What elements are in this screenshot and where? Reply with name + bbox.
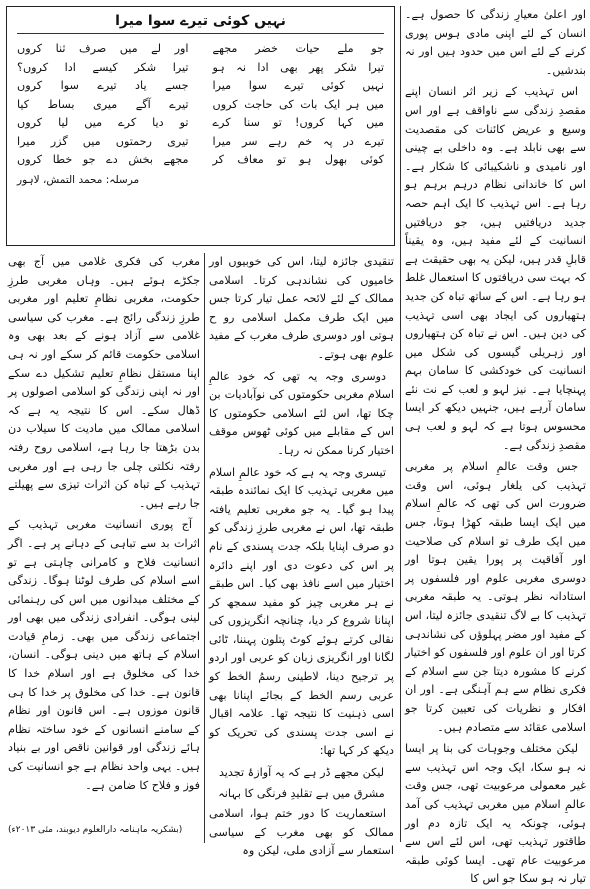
- verse: تیرا شکر پھر بھی ادا نہ ہو تیرا شکر کیسے ادا کروں؟: [17, 60, 384, 74]
- quote-line: مشرق میں ہے تقلیدِ فرنگی کا بہانہ: [218, 786, 385, 800]
- source-note: (بشکریہ ماہنامہ دارالعلوم دیوبند، مئی ۲۰۱۳ء): [8, 825, 183, 835]
- quote-line: لیکن مجھے ڈر ہے کہ یہ آوازۂ تجدید: [218, 766, 385, 780]
- verse: میں ہر ایک بات کی حاجت کروں تیرے آگے میری بساط کیا: [17, 97, 384, 111]
- paragraph: لیکن مختلف وجوہات کی بنا پر ایسا نہ ہو سکا، ایک وجہ اس تہذیب سے غیر معمولی مرعوبیت تھی، جس وقت عالمِ اسلام میں مغربی تہذیب کی آمد ہوئی، چونکہ یہ ایک تازہ دم اور طاقتور تہذیب تھی، اس لئے اس سے مرعوبیت عام تھی۔ ایسا کوئی طبقہ تیار نہ ہو سکا جو اس کا: [405, 742, 586, 886]
- verse: تیرے در پہ خم رہے سر میرا تیری رحمتوں میں گزر میرا: [17, 134, 384, 148]
- article-column-middle: [209, 253, 394, 858]
- paragraph: دوسری وجہ یہ تھی کہ خود عالمِ اسلام مغربی حکومتوں کی نوآبادیات بن چکا تھا، اس لئے اسلامی حکومتوں کا اس کے مقابلے میں کوئی ٹھوس موقف اختیار کرنا ممکن نہ رہا۔: [209, 369, 394, 457]
- paragraph: آج پوری انسانیت مغربی تہذیب کے اثرات بد سے تباہی کے دہانے پر ہے۔ اگر انسانیت فلاح و کامرانی چاہتی ہے تو اسے اسلام کی طرف لوٹنا ہوگا۔ زندگی کے مختلف میدانوں میں اس کی رہنمائی لینی ہوگی۔ انفرادی زندگی میں بھی اور اجتماعی زندگی میں بھی۔ زمامِ قیادت اسلام کے ہاتھ میں دینی ہوگی۔ انسان، خدا کی مخلوق ہے اور اسلام خدا کا قانون ہے۔ خدا کی مخلوق پر خدا کا ہی قانون موزوں ہے۔ اس قانون اور نظام کے سامنے انسانوں کے خود ساختہ نظام ہائے زندگی اور قوانین ناقص اور بے بنیاد ہیں۔ یہی واحد نظام ہے جو انسانیت کی فوز و فلاح کا ضامن ہے۔: [8, 518, 200, 792]
- poem-title: نہیں کوئی تیرے سوا میرا: [17, 13, 384, 34]
- paragraph: اور اعلیٰ معیارِ زندگی کا حصول ہے۔ انسان کے لئے اپنی مادی ہوس پوری کرنے کے لئے اس میں حدود ہیں اور نہ بندشیں۔: [405, 8, 586, 77]
- verse: جو ملے حیات خضر مجھے اور لے میں صرف ثنا کروں: [17, 42, 384, 55]
- paragraph: تنقیدی جائزہ لیتا، اس کی خوبیوں اور خامیوں کی نشاندہی کرتا۔ اسلامی ممالک کے لئے لائحہ عمل تیار کرتا جس میں ایک طرف مکمل اسلامی رو ح ہوتی اور دوسری طرف مغرب کے مفید علوم بھی ہوتے۔: [209, 255, 394, 361]
- verse: میں کہا کروں! تو سنا کرے تو دیا کرے میں لیا کروں: [17, 116, 384, 129]
- column-divider-right: [400, 6, 401, 842]
- paragraph: تیسری وجہ یہ ہے کہ خود عالمِ اسلام میں مغربی تہذیب کا ایک نمائندہ طبقہ پیدا ہو گیا۔ یہ جو مغربی تعلیم یافتہ طبقہ تھا، اس نے مغربی طرزِ زندگی کو دو صرف اپنایا بلکہ جدت پسندی کے نام پر اس کی دعوت دی اور اپنے دائرہ اختیار میں اسے نافذ بھی کیا۔ اس طبقے نے ہر مغربی چیز کو مفید سمجھ کر اپنانا شروع کر دیا، چنانچہ انگریزوں کی نقالی کرتے ہوئے کوٹ پتلون پہننا، ٹائی لگانا اور انگریزی زبان کو عربی اور اردو پر ترجیح دینا، لاطینی رسمُ الخط کو عربی رسم الخط کے بجائے اپنانا بھی اسی ذہنیت کا نتیجہ تھا۔ علامہ اقبال نے اسی جدت پسندی کی تحریک کو دیکھ کر کہا تھا:: [209, 465, 394, 758]
- article-column-right: [405, 6, 586, 886]
- paragraph: مغرب کی فکری غلامی میں آج بھی جکڑے ہوئے ہیں۔ وہاں مغربی طرزِ حکومت، مغربی نظامِ تعلیم اور مغربی طرزِ زندگی رائج ہے۔ مغرب کی سیاسی غلامی سے آزاد ہونے کے بعد بھی وہ اسلامی حکومت قائم کر سکے اور نہ ہی اپنا مستقل نظامِ تعلیم تشکیل دے سکے اور نہ اپنی زندگی کو اسلامی اصولوں پر ڈھال سکے۔ اس کا نتیجہ یہ ہے کہ اسلامی ممالک میں مادیت کا سیلاب دن بدن بڑھتا جا رہا ہے، اسلامی روح رفتہ رفتہ نکلتی چلی جا رہی ہے اور مغربی تہذیب کے تباہ کن اثرات تیزی سے پھیلتے جا رہے ہیں۔: [8, 255, 200, 510]
- paragraph: استعماریت کا دور ختم ہوا، اسلامی ممالک کو بھی مغرب کے سیاسی استعمار سے آزادی ملی، لیکن وہ: [209, 807, 394, 858]
- article-column-left: [8, 253, 200, 843]
- column-divider-left: [204, 253, 205, 843]
- verse: کوئی بھول ہو تو معاف کر مجھے بخش دے جو خطا کروں: [17, 153, 384, 166]
- poem-box: [6, 6, 395, 246]
- poem-credit: مرسلہ: محمد التمش، لاہور: [17, 173, 140, 186]
- verse: نہیں کوئی تیرے سوا میرا جسے یاد تیرے سوا کروں: [17, 79, 384, 92]
- paragraph: اس تہذیب کے زیر اثر انسان اپنے مقصدِ زندگی سے ناواقف ہے اور اس وسیع و عریض کائنات کی مقصدیت سے بھی نابلد ہے۔ وہ داخلی بے چینی اور نامیدی و ناشکیبائی کا شکار ہے۔ اس کا خاندانی نظام درہم برہم ہو رہا ہے۔ اس تہذیب کا ایک اہم حصہ جدید دریافتیں ہیں، جو دریافتیں انسانیت کے لئے مفید ہیں، وہ یقیناً قابلِ قدر ہیں، لیکن یہ بھی حقیقت ہے کہ بہت سی دریافتوں کا استعمال غلط ہو رہا ہے۔ اس کے ساتھ تباہ کن جدید ہتھیاروں کی ایجاد بھی اسی تہذیب کی دین ہیں۔ اس نے تباہ کن ہتھیاروں اور زہریلی گیسوں کی شکل میں انسانیت کی خودکشی کا سامان بہم پہنچایا ہے۔ نیز لہو و لعب کے نت نئے سامان آرہے ہیں، جنہیں دیکھ کر ایسا محسوس ہوتا ہے کہ لہو و لعب ہی مقصدِ زندگی ہے۔: [405, 85, 586, 452]
- paragraph: جس وقت عالمِ اسلام پر مغربی تہذیب کی یلغار ہوئی، اس وقت ضرورت اس کی تھی کہ عالمِ اسلام میں ایک ایسا طبقہ کھڑا ہوتا، جس میں ایک طرف تو اسلام کی صلاحیت اور آفاقیت پر پورا یقین ہوتا اور دوسری مغربی علوم اور فلسفوں پر استادانہ نظر ہوتی۔ یہ طبقہ مغربی تہذیب کا بے لاگ تنقیدی جائزہ لیتا، اس کے مفید اور مضر پہلوؤں کی نشاندہی کرتا اور ان علوم اور فلسفوں کو اختیار کرنے کا مشورہ دیتا جن سے اسلام کے فکری نظام سے ہم آہنگی ہے۔ اور ان افکار و نظریات کی تعیین کرتا جو اسلامی عقائد سے متصادم ہیں۔: [405, 460, 586, 734]
